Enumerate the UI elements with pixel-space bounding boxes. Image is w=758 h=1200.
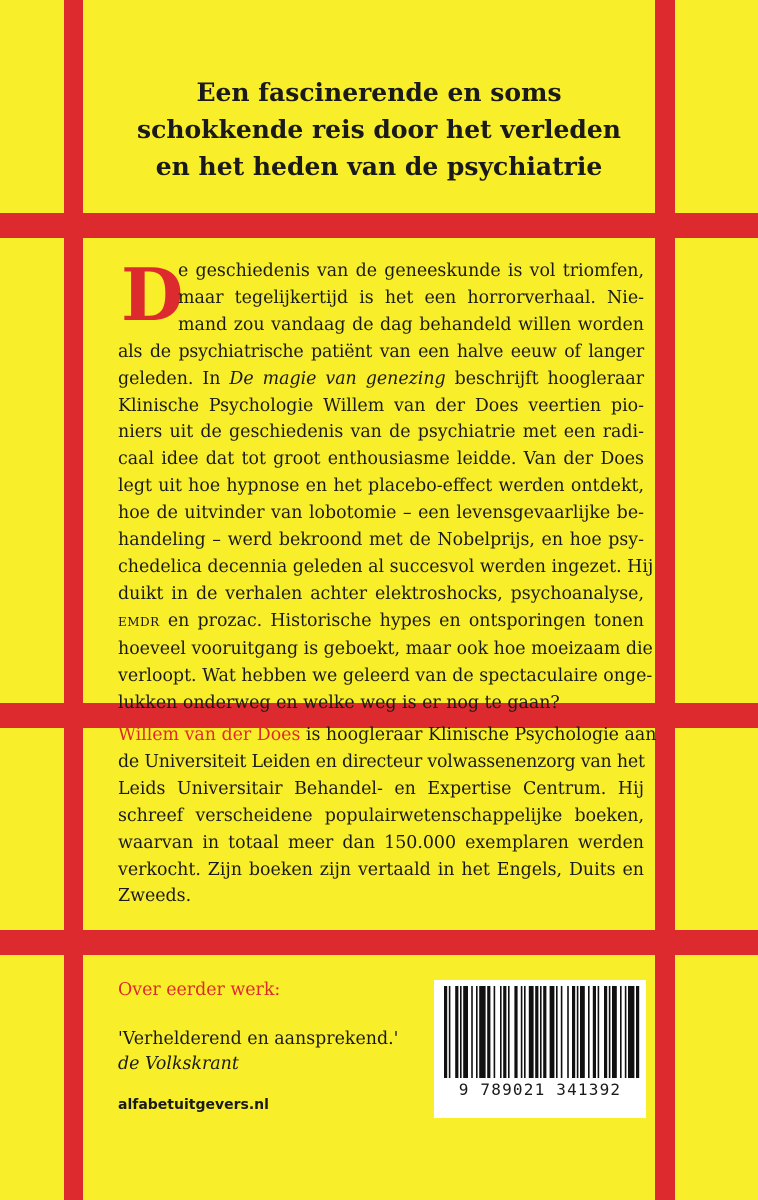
barcode-bar (628, 986, 634, 1078)
barcode-bar (508, 986, 510, 1078)
drop-cap: D (121, 252, 184, 337)
bio-line: waarvan in totaal meer dan 150.000 exemplaren werden (118, 832, 644, 853)
barcode-bar (609, 986, 611, 1078)
headline-line: Een fascinerende en soms (196, 78, 562, 107)
intro-text: geleden. In (118, 368, 221, 389)
red-horizontal-line-1 (0, 213, 758, 238)
intro-line: maar tegelijkertijd is het een horrorverhaal. Nie- (178, 287, 644, 308)
barcode-bar (529, 986, 534, 1078)
intro-line: Klinische Psychologie Willem van der Does veertien pio- (118, 395, 644, 416)
barcode-bar (463, 986, 468, 1078)
barcode-bar (567, 986, 569, 1078)
bio-line: de Universiteit Leiden en directeur volwassenenzorg van het (118, 751, 645, 772)
intro-line (118, 608, 644, 636)
quote-text: 'Verhelderend en aansprekend.' (118, 1029, 399, 1049)
bio-text: is hoogleraar Klinische Psychologie aan (305, 725, 657, 745)
barcode-bar (487, 986, 490, 1078)
book-title: De magie van genezing (229, 368, 446, 389)
intro-line: e geschiedenis van de geneeskunde is vol triomfen, (178, 261, 644, 281)
intro-line: handeling – werd bekroond met de Nobelprijs, en hoe psy- (118, 530, 644, 551)
intro-line: duikt in de verhalen achter elektroshocks, psychoanalyse, (118, 583, 644, 604)
barcode-bar (577, 986, 579, 1078)
intro-line: legt uit hoe hypnose en het placebo-effect werden ontdekt, (118, 476, 644, 497)
headline-line: schokkende reis door het verleden (137, 115, 621, 144)
barcode-bar (625, 986, 627, 1078)
red-vertical-line-left (64, 0, 83, 1200)
barcode-bar (444, 986, 447, 1078)
barcode-bar (449, 986, 451, 1078)
barcode-bar (636, 986, 639, 1078)
barcode-bar (476, 986, 478, 1078)
barcode-bar (521, 986, 523, 1078)
barcode-bar (556, 986, 558, 1078)
isbn-barcode (434, 980, 646, 1118)
intro-line: als de psychiatrische patiënt van een halve eeuw of langer (118, 341, 644, 362)
bio-line (118, 722, 657, 749)
barcode-bar (540, 986, 542, 1078)
barcode-bar (460, 986, 462, 1078)
quote-source: de Volkskrant (118, 1054, 239, 1074)
intro-line: hoeveel vooruitgang is geboekt, maar ook hoe moeizaam die (118, 638, 653, 659)
press-quote (118, 1027, 398, 1077)
barcode-bar (620, 986, 622, 1078)
bio-line: verkocht. Zijn boeken zijn vertaald in het Engels, Duits en (118, 859, 644, 880)
author-name: Willem van der Does (118, 725, 301, 745)
intro-text: beschrijft hoogleraar (454, 368, 645, 389)
barcode-bar (593, 986, 596, 1078)
intro-line (118, 366, 644, 393)
intro-line: hoe de uitvinder van lobotomie – een levensgevaarlijke be- (118, 503, 644, 524)
bio-line: Leids Universitair Behandel- en Expertise Centrum. Hij (118, 778, 644, 799)
emdr-abbrev: EMDR (118, 614, 160, 629)
publisher-website: alfabetuitgevers.nl (118, 1097, 269, 1113)
headline (110, 74, 648, 185)
barcode-bar (580, 986, 585, 1078)
barcode-bar (561, 986, 563, 1078)
intro-line: caal idee dat tot groot enthousiasme leidde. Van der Does (118, 449, 644, 470)
isbn-number: 9 789021 341392 (458, 1080, 622, 1099)
author-bio (118, 722, 657, 910)
intro-paragraph (118, 252, 654, 716)
intro-line: mand zou vandaag de dag behandeld willen worden (178, 314, 644, 335)
barcode-bar (588, 986, 590, 1078)
barcode-bar (604, 986, 607, 1078)
barcode-bar (455, 986, 458, 1078)
earlier-work-label: Over eerder werk: (118, 980, 281, 1000)
red-vertical-line-right (655, 0, 675, 1200)
barcode-bar (479, 986, 485, 1078)
intro-line: chedelica decennia geleden al succesvol werden ingezet. Hij (118, 556, 654, 577)
barcode-bar (543, 986, 546, 1078)
barcode-bar (598, 986, 600, 1078)
bio-line: Zweeds. (118, 886, 192, 907)
barcode-bar (494, 986, 496, 1078)
barcode-bar (550, 986, 555, 1078)
barcode-bar (514, 986, 517, 1078)
barcode-bar (471, 986, 473, 1078)
barcode-bars (440, 986, 640, 1078)
intro-line: verloopt. Wat hebben we geleerd van de spectaculaire onge- (118, 665, 653, 686)
barcode-bar (612, 986, 617, 1078)
barcode-bar (572, 986, 575, 1078)
barcode-bar (524, 986, 526, 1078)
intro-line: niers uit de geschiedenis van de psychiatrie met een radi- (118, 422, 644, 443)
headline-line: en het heden van de psychiatrie (155, 152, 603, 181)
barcode-bar (503, 986, 506, 1078)
barcode-bar (500, 986, 502, 1078)
red-horizontal-line-3 (0, 930, 758, 955)
intro-line: lukken onderweg en welke weg is er nog te gaan? (118, 692, 560, 713)
barcode-bar (535, 986, 538, 1078)
intro-text: en prozac. Historische hypes en ontsporingen tonen (167, 610, 645, 631)
bio-line: schreef verscheidene populairwetenschappelijke boeken, (118, 805, 644, 826)
